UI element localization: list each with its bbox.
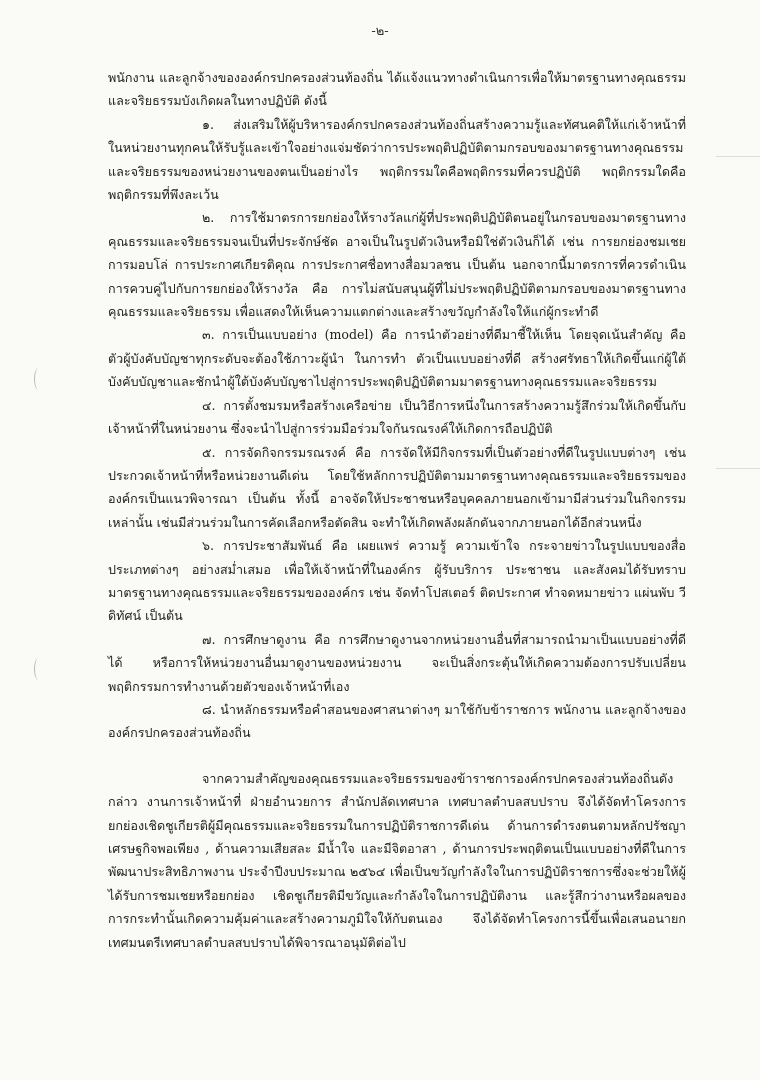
paragraph-item-4: ๔. การตั้งชมรมหรือสร้างเครือข่าย เป็นวิธีการหนึ่งในการสร้างความรู้สึกร่วมให้เกิดขึ้นกับเจ้าหน้าที่ในหน่วยงาน ซึ่งจะนำไปสู่การร่วมมือร่วมใจกันรณรงค์ให้เกิดการถือปฏิบัติ	[108, 397, 686, 437]
page-number: -๒-	[371, 24, 389, 39]
scan-edge-mark	[716, 156, 760, 157]
paragraph-item-5: ๕. การจัดกิจกรรมรณรงค์ คือ การจัดให้มีกิจกรรมที่เป็นตัวอย่างที่ดีในรูปแบบต่างๆ เช่น ประกวดเจ้าหน้าที่หรือหน่วยงานดีเด่น โดยใช้หลักการปฏิบัติตามมาตรฐานทางคุณธรรมและจริยธรรมขององค์กรเป็นแนวพิจารณา เป็นต้น ทั้งนี้ อาจจัดให้ประชาชนหรือบุคคลภายนอกเข้ามามีส่วนร่วมในกิจกรรมเหล่านั้น เช่นมีส่วนร่วมในการคัดเลือกหรือตัดสิน จะทำให้เกิดพลังผลักดันจากภายนอกได้อีกส่วนหนึ่ง	[108, 444, 686, 530]
paragraph-conclusion: จากความสำคัญของคุณธรรมและจริยธรรมของข้าราชการองค์กรปกครองส่วนท้องถิ่นดังกล่าว งานการเจ้าหน้าที่ ฝ่ายอำนวยการ สำนักปลัดเทศบาล เทศบาลตำบลสบปราบ จึงได้จัดทำโครงการยกย่องเชิดชูเกียรติผู้มีคุณธรรมและจริยธรรมในการปฏิบัติราชการดีเด่น ด้านการดำรงตนตามหลักปรัชญาเศรษฐกิจพอเพียง , ด้านความเสียสละ มีน้ำใจ และมีจิตอาสา , ด้านการประพฤติตนเป็นแบบอย่างที่ดีในการพัฒนาประสิทธิภาพงาน ประจำปีงบประมาณ ๒๕๖๔ เพื่อเป็นขวัญกำลังใจในการปฏิบัติราชการซึ่งจะช่วยให้ผู้ได้รับการชมเชยหรือยกย่อง เชิดชูเกียรติมีขวัญและกำลังใจในการปฏิบัติงาน และรู้สึกว่างานหรือผลของการกระทำนั้นเกิดความคุ้มค่าและสร้างความภูมิใจให้กับตนเอง จึงได้จัดทำโครงการนี้ขึ้นเพื่อเสนอนายกเทศมนตรีเทศบาลตำบลสบปราบได้พิจารณาอนุมัติต่อไป	[108, 770, 686, 950]
paragraph-item-8: ๘. นำหลักธรรมหรือคำสอนของศาสนาต่างๆ มาใช้กับข้าราชการ พนักงาน และลูกจ้างขององค์กรปกครองส่วนท้องถิ่น	[108, 701, 686, 741]
paragraph-spacer	[108, 745, 686, 767]
scan-edge-mark	[716, 468, 760, 469]
document-body	[108, 66, 686, 954]
paragraph-intro: พนักงาน และลูกจ้างขององค์กรปกครองส่วนท้องถิ่น ได้แจ้งแนวทางดำเนินการเพื่อให้มาตรฐานทางคุณธรรมและจริยธรรมบังเกิดผลในทางปฏิบัติ ดังนี้	[108, 70, 686, 109]
punch-hole-mark	[34, 658, 43, 680]
paragraph-item-2: ๒. การใช้มาตรการยกย่องให้รางวัลแก่ผู้ที่ประพฤติปฏิบัติตนอยู่ในกรอบของมาตรฐานทางคุณธรรมและจริยธรรมจนเป็นที่ประจักษ์ชัด อาจเป็นในรูปตัวเงินหรือมิใช่ตัวเงินก็ได้ เช่น การยกย่องชมเชย การมอบโล่ การประกาศเกียรติคุณ การประกาศชื่อทางสื่อมวลชน เป็นต้น นอกจากนี้มาตรการที่ควรดำเนินการควบคู่ไปกับการยกย่องให้รางวัล คือ การไม่สนับสนุนผู้ที่ไม่ประพฤติปฏิบัติตามกรอบของมาตรฐานทางคุณธรรมและจริยธรรม เพื่อแสดงให้เห็นความแตกต่างและสร้างขวัญกำลังใจให้แก่ผู้กระทำดี	[108, 210, 686, 320]
paragraph-item-6: ๖. การประชาสัมพันธ์ คือ เผยแพร่ ความรู้ ความเข้าใจ กระจายข่าวในรูปแบบของสื่อประเภทต่างๆ อย่างสม่ำเสมอ เพื่อให้เจ้าหน้าที่ในองค์กร ผู้รับบริการ ประชาชน และสังคมได้รับทราบมาตรฐานทางคุณธรรมและจริยธรรมขององค์กร เช่น จัดทำโปสเตอร์ ติดประกาศ ทำจดหมายข่าว แผ่นพับ วีดิทัศน์ เป็นต้น	[108, 538, 686, 624]
paragraph-item-7: ๗. การศึกษาดูงาน คือ การศึกษาดูงานจากหน่วยงานอื่นที่สามารถนำมาเป็นแบบอย่างที่ดีได้ หรือการให้หน่วยงานอื่นมาดูงานของหน่วยงาน จะเป็นสิ่งกระตุ้นให้เกิดความต้องการปรับเปลี่ยนพฤติกรรมการทำงานด้วยตัวของเจ้าหน้าที่เอง	[108, 631, 686, 694]
paragraph-item-1: ๑. ส่งเสริมให้ผู้บริหารองค์กรปกครองส่วนท้องถิ่นสร้างความรู้และทัศนคติให้แก่เจ้าหน้าที่ ในหน่วยงานทุกคนให้รับรู้และเข้าใจอย่างแจ่มชัดว่าการประพฤติปฏิบัติตามกรอบของมาตรฐานทางคุณธรรมและจริยธรรมของหน่วยงานของตนเป็นอย่างไร พฤติกรรมใดคือพฤติกรรมที่ควรปฏิบัติ พฤติกรรมใดคือพฤติกรรมที่พึงละเว้น	[108, 116, 686, 203]
paragraph-item-3: ๓. การเป็นแบบอย่าง (model) คือ การนำตัวอย่างที่ดีมาชี้ให้เห็น โดยจุดเน้นสำคัญ คือ ตัวผู้บังคับบัญชาทุกระดับจะต้องใช้ภาวะผู้นำ ในการทำ ตัวเป็นแบบอย่างที่ดี สร้างศรัทธาให้เกิดขึ้นแก่ผู้ใต้บังคับบัญชาและชักนำผู้ใต้บังคับบัญชาไปสู่การประพฤติปฏิบัติตามมาตรฐานทางคุณธรรมและจริยธรรม	[108, 327, 686, 390]
punch-hole-mark	[34, 368, 43, 390]
